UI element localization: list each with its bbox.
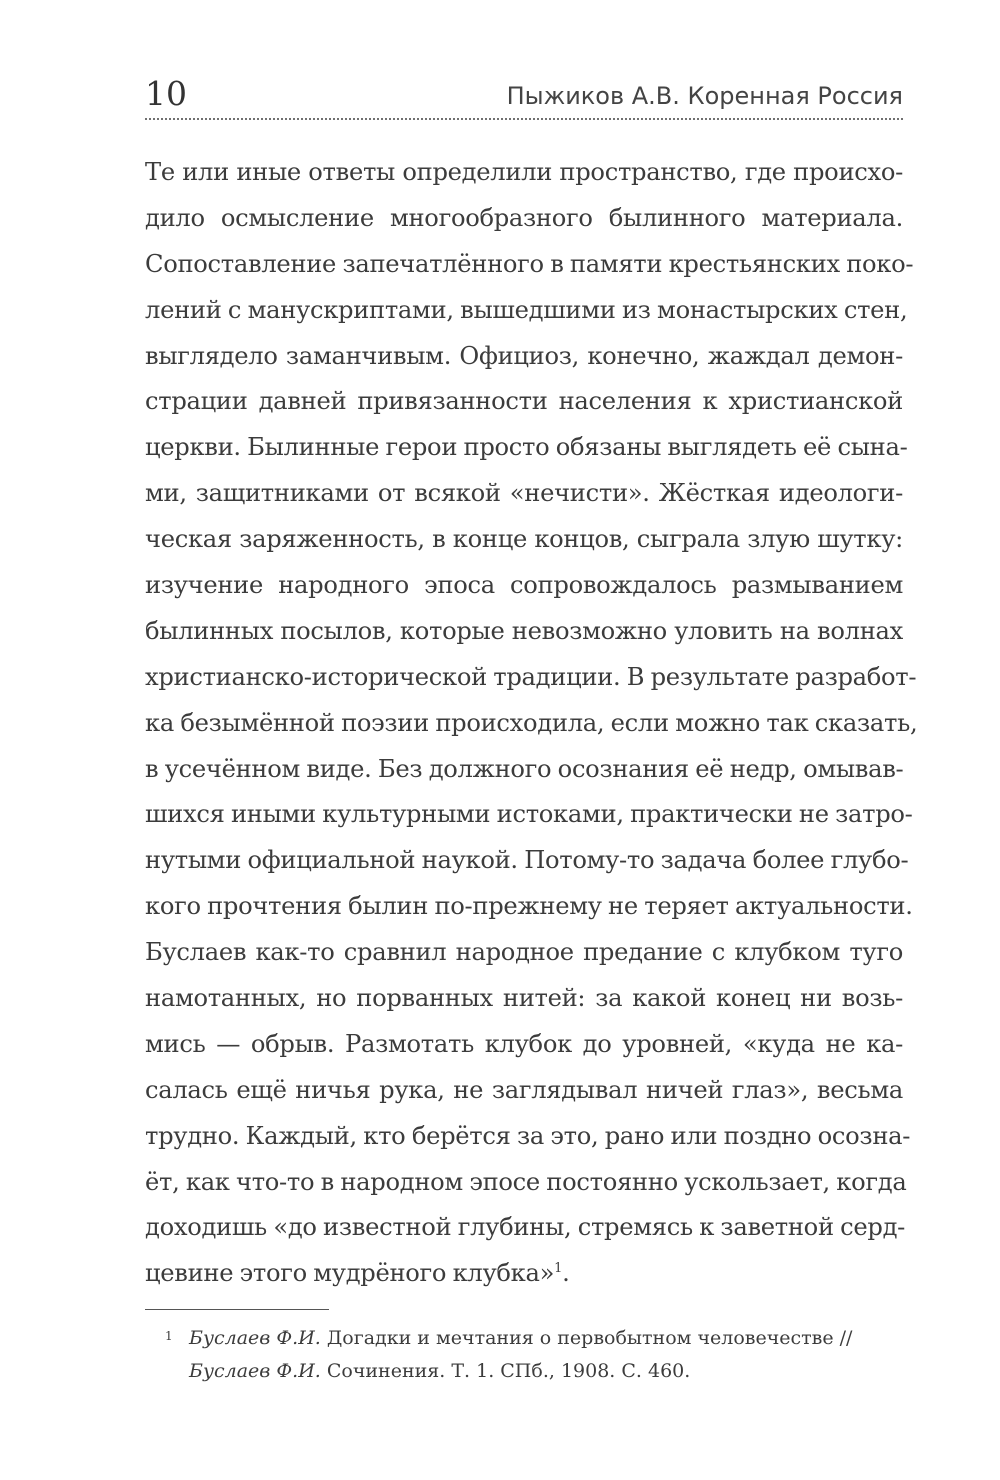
text-line: Те или иные ответы определили пространство, где происхо- — [145, 158, 903, 186]
footnote-text: Догадки и мечтания о первобытном человечестве // — [320, 1327, 853, 1349]
text-line: намотанных, но порванных нитей: за какой конец ни возь- — [145, 984, 903, 1013]
running-header — [145, 62, 903, 120]
text-line: дило осмысление многообразного былинного материала. — [145, 203, 903, 232]
footnote-author: Буслаев Ф.И. — [189, 1327, 321, 1349]
page-number: 10 — [145, 74, 187, 113]
text-line: доходишь «до известной глубины, стремясь к заветной серд- — [145, 1213, 906, 1242]
text-line: выглядело заманчивым. Официоз, конечно, жаждал демон- — [145, 341, 903, 370]
running-header-title: Пыжиков А.В. Коренная Россия — [506, 82, 903, 110]
main-text — [145, 150, 918, 1297]
text-line: нутыми официальной наукой. Потому-то задача более глубо- — [145, 846, 909, 875]
text-line: христианско-исторической традиции. В результате разработ- — [145, 662, 917, 691]
text-line: ческая заряженность, в конце концов, сыграла злую шутку: — [145, 525, 903, 554]
footnote-text: Сочинения. Т. 1. СПб., 1908. С. 460. — [320, 1360, 691, 1382]
text-line: Сопоставление запечатлённого в памяти крестьянских поко- — [145, 249, 914, 278]
text-line: ка безымённой поэзии происходила, если можно так сказать, — [145, 708, 918, 737]
text-line: страции давней привязанности населения к христианской — [145, 387, 903, 416]
text-line: в усечённом виде. Без должного осознания её недр, омывав- — [145, 754, 904, 783]
text-line: былинных посылов, которые невозможно уловить на волнах — [145, 616, 903, 645]
footnote-separator — [145, 1309, 329, 1310]
text-line: церкви. Былинные герои просто обязаны выглядеть её сына- — [145, 433, 908, 462]
text-line: шихся иными культурными истоками, практически не затро- — [145, 800, 913, 829]
text-line: мись — обрыв. Размотать клубок до уровней, «куда не ка- — [145, 1029, 903, 1058]
text-line: лений с манускриптами, вышедшими из монастырских стен, — [145, 295, 908, 324]
text-line: трудно. Каждый, кто берётся за это, рано или поздно осозна- — [145, 1121, 911, 1150]
footnote-author: Буслаев Ф.И. — [189, 1360, 321, 1382]
last-line-text: цевине этого мудрёного клубка» — [145, 1259, 555, 1288]
text-line: салась ещё ничья рука, не заглядывал ничей глаз», весьма — [145, 1075, 903, 1104]
footnote-line — [189, 1322, 903, 1355]
footnote-reference[interactable]: 1 — [554, 1261, 563, 1277]
footnote-line — [189, 1355, 903, 1388]
text-line: кого прочтения былин по-прежнему не теряет актуальности. — [145, 892, 913, 921]
text-line: изучение народного эпоса сопровождалось размыванием — [145, 571, 903, 600]
footnote-number: 1 — [165, 1329, 173, 1343]
footnote — [145, 1322, 903, 1388]
text-line: Буслаев как-то сравнил народное предание с клубком туго — [145, 938, 903, 967]
text-line: ми, защитниками от всякой «нечисти». Жёсткая идеологи- — [145, 479, 903, 508]
text-line: ёт, как что-то в народном эпосе постоянно ускользает, когда — [145, 1167, 907, 1196]
text-line-last: цевине этого мудрёного клубка»$^1$. — [145, 1259, 570, 1288]
